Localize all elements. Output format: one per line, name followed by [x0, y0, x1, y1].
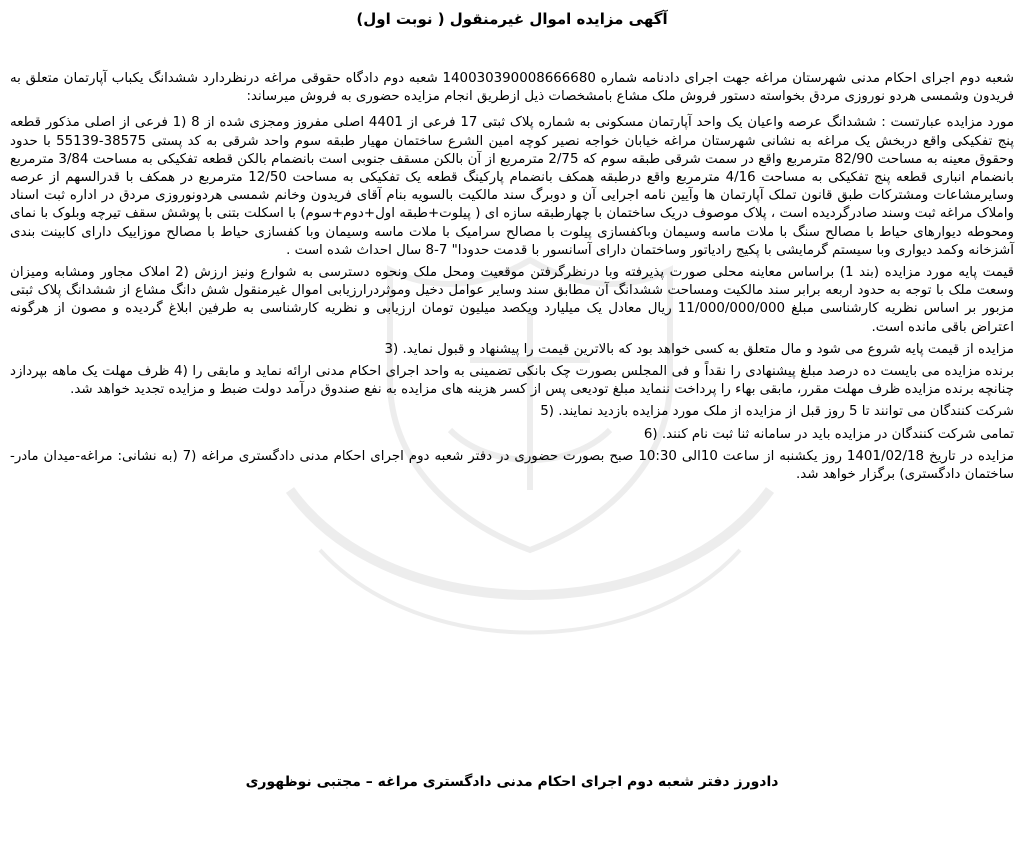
intro-paragraph: شعبه دوم اجرای احکام مدنی شهرستان مراغه جهت اجرای دادنامه شماره 140030390008666680 شعبه دوم دادگاه حقوقی مراغه درنظردارد ششدانگ یکباب آپارتمان متعلق به فریدون وشمسی هردو نوروزی مردق بخواسته دستور فروش ملک مشاع بامشخصات ذیل ازطریق انجام مزایده حضوری به فروش میرساند: [10, 71, 1014, 105]
notice-title: آگهی مزایده اموال غیرمنقول ( نوبت اول) [356, 10, 668, 28]
item-2-base-price: قیمت پایه مورد مزایده (بند 1) براساس معاینه محلی صورت پذیرفته وبا درنظرگرفتن موقعیت ومحل ملک ونحوه دسترسی به شوارع ونیز ارزش (2 املاک مجاور ومشابه ومیزان وسعت ملک با توجه به حدود اربعه برابر سند مالکیت ومساحت ششدانگ آن مطابق سند وسایر عوامل دخیل وموثردرارزیابی اموال غیرمنقول شش دانگ مشاع از ششدانگ پلاک ثبتی مزبور بر اساس نظریه کارشناسی مبلغ 11/000/000/000 ریال معادل یک میلیارد ویکصد میلیون تومان ارزیابی و نظریه کارشناسی به طرفین ابلاغ گردیده و مصون از هرگونه اعتراض باقی مانده است. [10, 265, 1014, 335]
notice-body [10, 70, 1014, 488]
item-3-auction-start: مزایده از قیمت پایه شروع می شود و مال متعلق به کسی خواهد بود که بالاترین قیمت را پیشنهاد و قبول نماید. (3 [384, 341, 1014, 357]
item-4-payment-terms: برنده مزایده می بایست ده درصد مبلغ پیشنهادی را نقداً و فی المجلس بصورت چک بانکی تضمینی به واحد اجرای احکام مدنی ارائه نماید و مابقی را (4 ظرف مهلت یک ماهه بپردازد چنانچه برنده مزایده ظرف مهلت مقرر، مابقی بهاء را پرداخت ننماید مبلغ تودیعی پس از کسر هزینه های مزایده به نفع صندوق درآمد دولت ضبط و مزایده تجدید خواهد شد. [10, 364, 1014, 398]
item-1-property-description: مورد مزایده عبارتست : ششدانگ عرصه واعیان یک واحد آپارتمان مسکونی به شماره پلاک ثبتی 17 فرعی از 4401 اصلی مفروز ومجزی شده از 8 (1 فرعی از اصلی مذکور قطعه پنج تفکیکی واقع دربخش یک مراغه به نشانی شهرستان مراغه خیابان خواجه نصیر کوچه امین الشرع ساختمان مهیار طبقه سوم واحد شرقی به کد پستی 38575-55139 با حدود وحقوق معینه به مساحت 82/90 مترمربع واقع در سمت شرقی طبقه سوم که 2/75 مترمربع از آن بالکن مسقف جنوبی است بانضمام بالکن قطعه تفکیکی به مساحت 3/84 مترمربع بانضمام انباری قطعه پنج تفکیکی به مساحت 4/16 مترمربع واقع درطبقه همکف بانضمام پارکینگ قطعه یک تفکیکی به مساحت 12/50 مترمربع در همکف با قدرالسهم از عرصه وسایرمشاعات ومشترکات طبق قانون تملک آپارتمان ها وآیین نامه اجرایی آن و دوبرگ سند مالکیت بالسویه بنام آقای فریدون وخانم شمسی هردونوروزی مردق در اداره ثبت اسناد واملاک مراغه ثبت وسند صادرگردیده است ، پلاک موصوف دریک ساختمان با چهارطبقه سازه ای ( پیلوت+طبقه اول+دوم+سوم) با اسکلت بتنی با پوشش سقف تیرچه وبلوک با نمای ومحوطه دیوارهای حیاط با مصالح سنگ با ملات ماسه وسیمان وباکفسازی پیلوت با مصالح سرامیک با ملات ماسه وسیمان وبا کفسازی حیاط با مصالح موزاییک دارای کابینت بندی آشزخانه وکمد دیواری وبا سیستم گرمایشی با پکیج رادیاتور وساختمان دارای آسانسور با قدمت حدودا" 7-8 سال احداث شده است . [10, 115, 1015, 258]
item-6-registration: تمامی شرکت کنندگان در مزایده باید در سامانه ثنا ثبت نام کنند. (6 [643, 426, 1014, 442]
item-7-date-place: مزایده در تاریخ 1401/02/18 روز یکشنبه از ساعت 10الی 10:30 صبح بصورت حضوری در دفتر شعبه دوم اجرای احکام مدنی دادگستری مراغه (7 (به نشانی: مراغه-میدان مادر-ساختمان دادگستری) برگزار خواهد شد. [10, 448, 1015, 483]
signature: دادورز دفتر شعبه دوم اجرای احکام مدنی دادگستری مراغه – مجتبی نوظهوری [245, 774, 779, 790]
item-5-visit: شرکت کنندگان می توانند تا 5 روز قبل از مزایده از ملک مورد مزایده بازدید نمایند. (5 [540, 404, 1014, 420]
